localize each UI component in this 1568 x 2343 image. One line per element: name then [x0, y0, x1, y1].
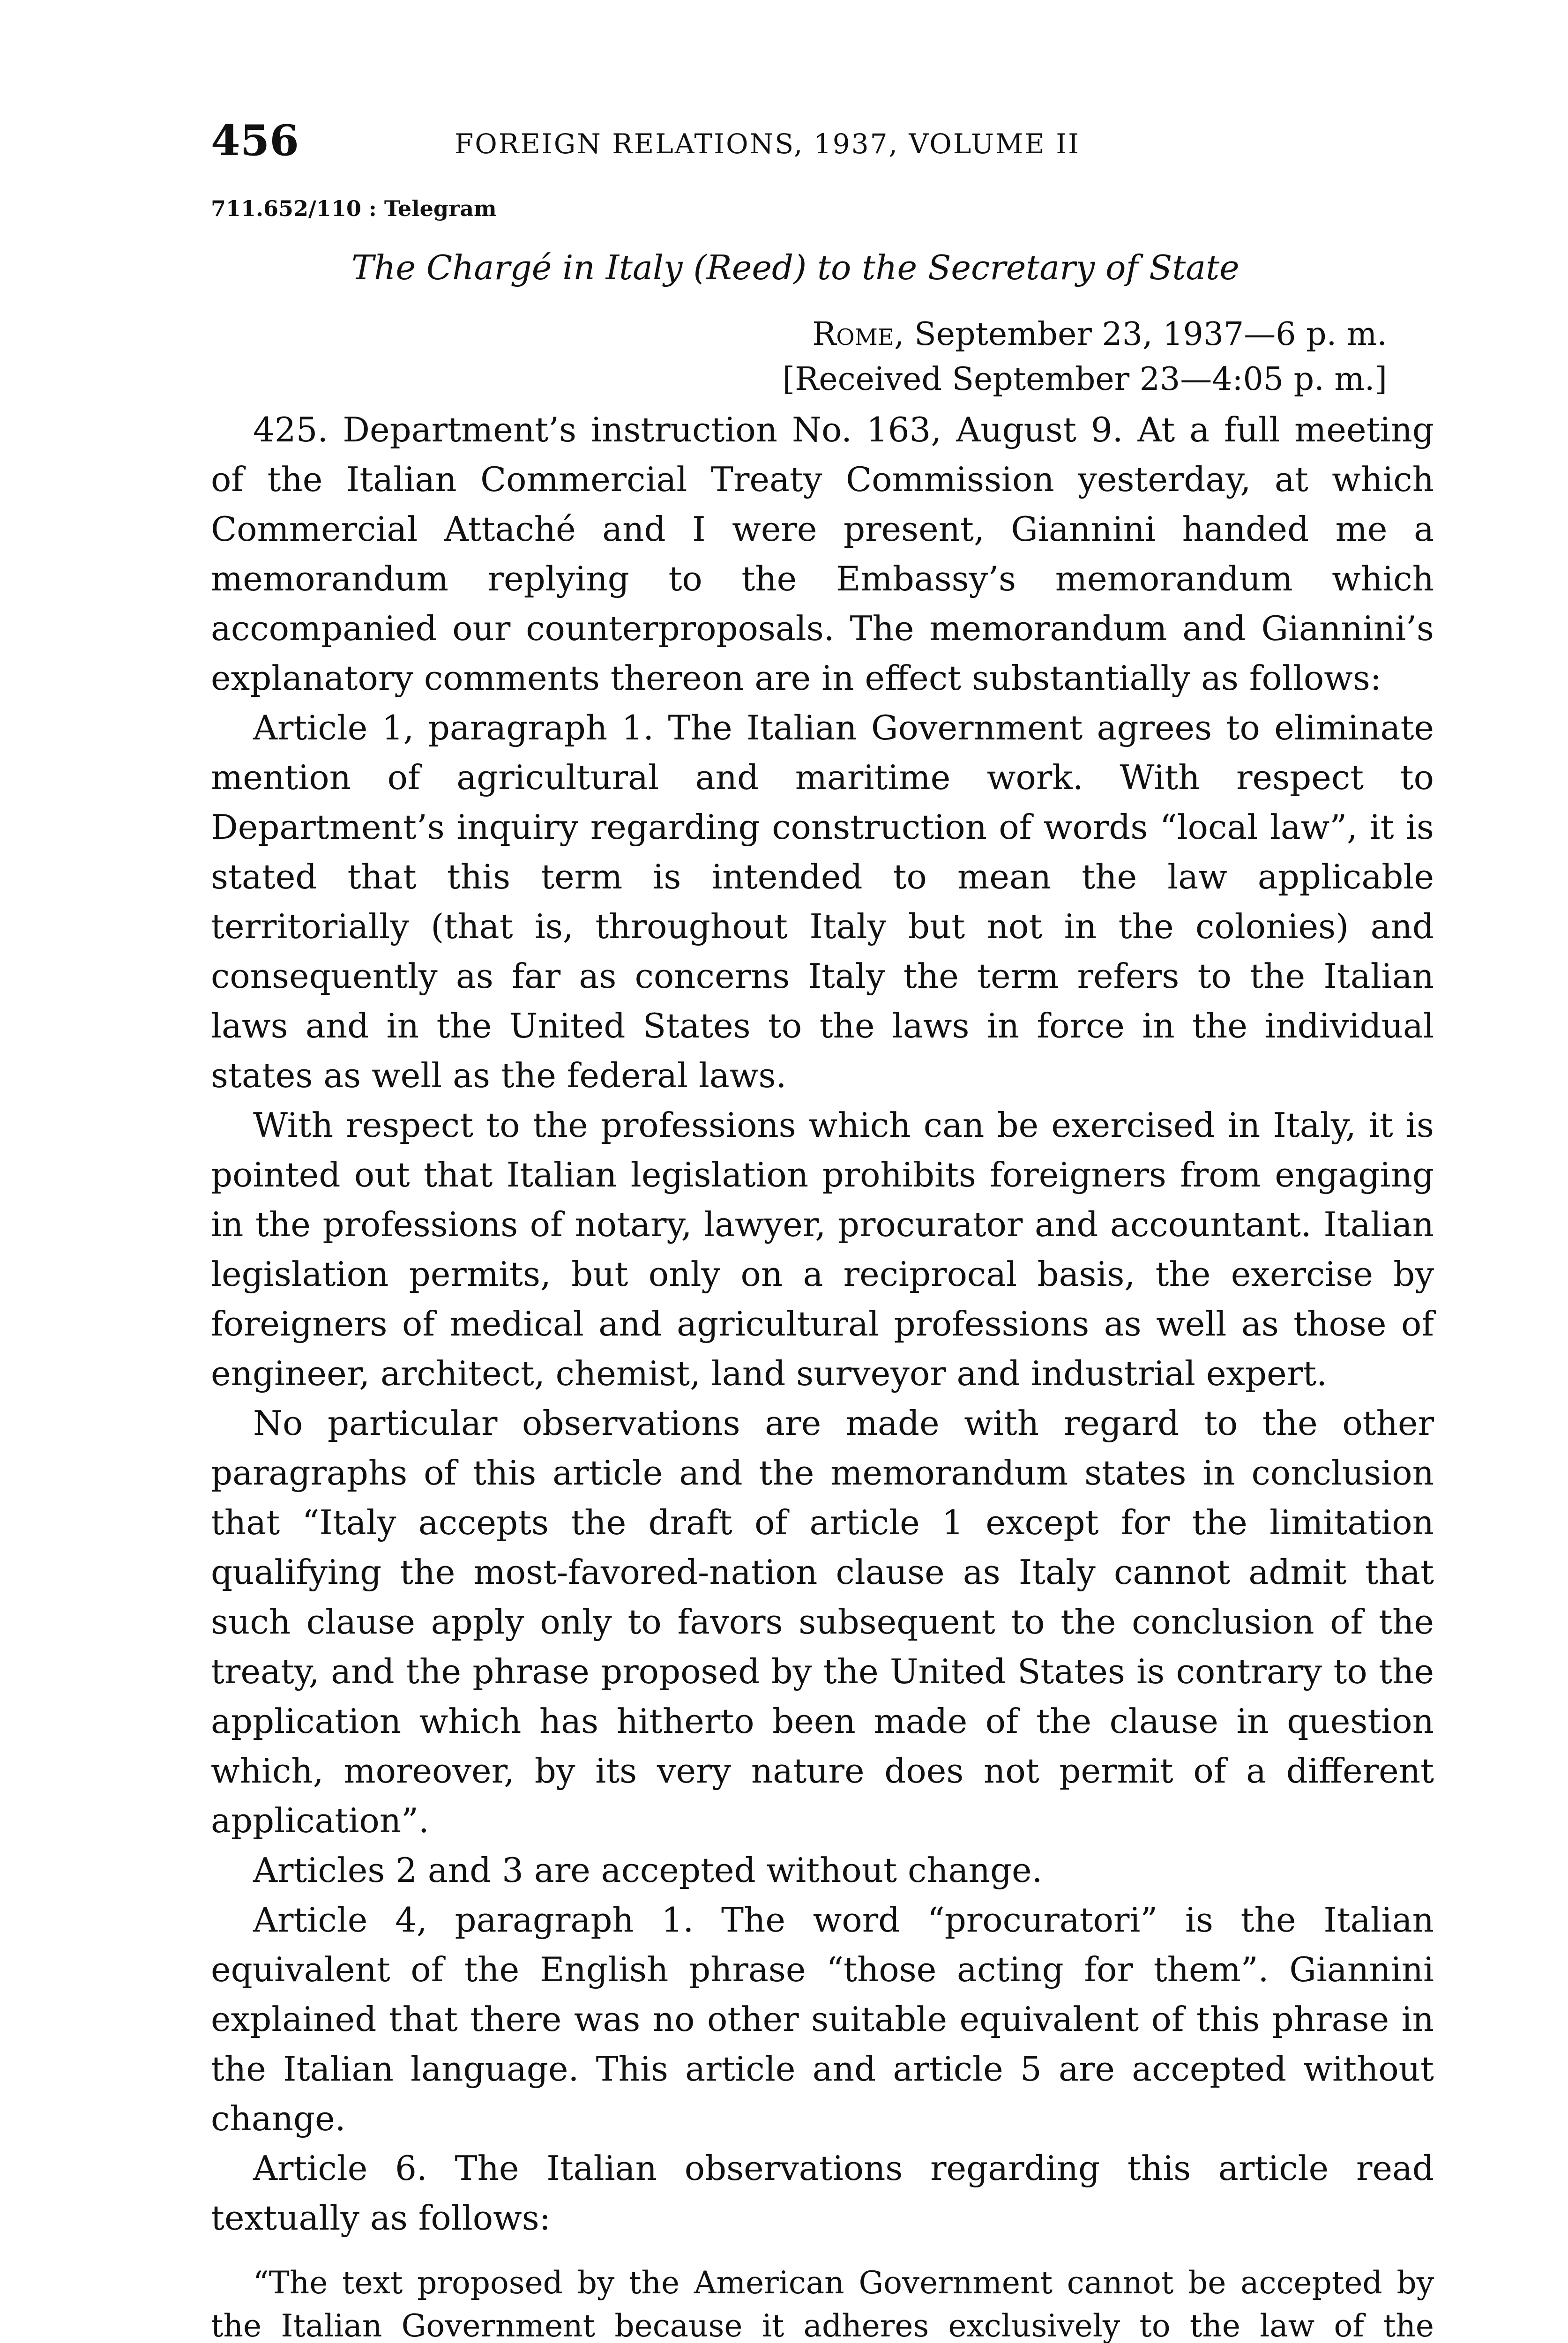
paragraph: With respect to the professions which can be exercised in Italy, it is pointed out that Italian legislation prohibits foreigners from engaging in the professions of notary, lawyer, procurator and accountant. Italian legislation permits, but only on a reciprocal basis, the exercise by foreigners of medical and agricultural professions as well as those of engineer, architect, chemist, land surveyor and industrial expert.: [211, 1105, 1434, 1393]
paragraph: Article 4, paragraph 1. The word “procuratori” is the Italian equivalent of the English phrase “those acting for them”. Giannini explained that there was no other suitable equivalent of this phrase in the Italian language. This article and article 5 are accepted without change.: [211, 1900, 1434, 2138]
page-number: 456: [211, 116, 299, 165]
running-title: FOREIGN RELATIONS, 1937, VOLUME II: [455, 128, 1081, 160]
dateline-place: Rome: [812, 316, 894, 353]
paragraph: Article 6. The Italian observations regarding this article read textually as follows:: [211, 2149, 1434, 2238]
running-head: [211, 112, 1434, 169]
quoted-observations: [211, 2261, 1434, 2343]
quote-paragraph: “The text proposed by the American Government cannot be accepted by the Italian Government because it adheres exclusively to the law of the: [211, 2265, 1434, 2343]
paragraph: No particular observations are made with regard to the other paragraphs of this article and the memorandum states in conclusion that “Italy accepts the draft of article 1 except for the limitation qualifying the most-favored-nation clause as Italy cannot admit that such clause apply only to favors subsequent to the conclusion of the treaty, and the phrase proposed by the United States is contrary to the application which has hitherto been made of the clause in question which, moreover, by its very nature does not permit of a different application”.: [211, 1403, 1434, 1840]
paragraph: Articles 2 and 3 are accepted without change.: [253, 1851, 1043, 1890]
file-number: 711.652/110 : Telegram: [211, 196, 497, 221]
paragraph: Article 1, paragraph 1. The Italian Government agrees to eliminate mention of agricultural and maritime work. With respect to Department’s inquiry regarding construction of words “local law”, it is stated that this term is intended to mean the law applicable territorially (that is, throughout Italy but not in the colonies) and consequently as far as concerns Italy the term refers to the Italian laws and in the United States to the laws in force in the individual states as well as the federal laws.: [211, 708, 1434, 1095]
document-page: [211, 112, 1434, 2343]
paragraph: 425. Department’s instruction No. 163, August 9. At a full meeting of the Italian Commercial Treaty Commission yesterday, at which Commercial Attaché and I were present, Giannini handed me a memorandum replying to the Embassy’s memorandum which accompanied our counterproposals. The memorandum and Giannini’s explanatory comments thereon are in effect substantially as follows:: [211, 410, 1434, 698]
telegram-body: [211, 405, 1434, 2243]
dateline-date: , September 23, 1937—6 p. m.: [894, 316, 1387, 353]
document-title: The Chargé in Italy (Reed) to the Secretary of State: [351, 248, 1239, 287]
dateline: [211, 312, 1434, 357]
received-line: [Received September 23—4:05 p. m.]: [782, 361, 1387, 398]
